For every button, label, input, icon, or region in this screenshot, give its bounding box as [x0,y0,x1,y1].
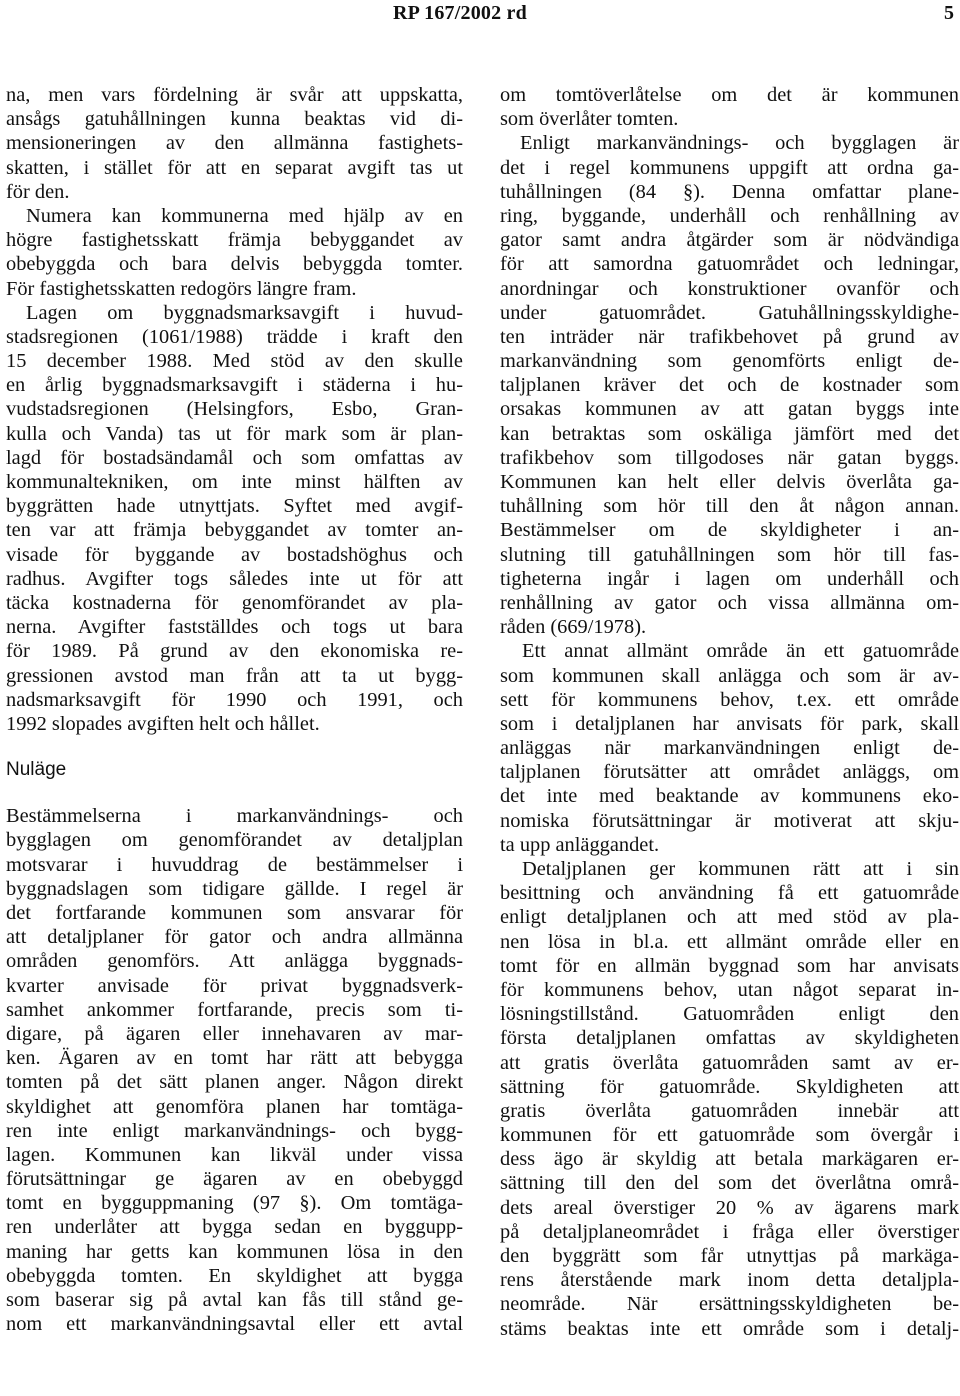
text-line: skatten, i stället för att en separat avgift tas ut [6,156,463,179]
text-line: ken. Ägaren av en tomt har rätt att bebygga [6,1047,463,1070]
text-line: sett för kommunens behov, t.ex. ett område [500,688,959,711]
text-line: för att samordna gatuområdet och ledningar, [500,253,959,276]
paragraph [500,639,959,857]
text-line: lagen. Kommunen kan likväl under vissa [6,1143,463,1166]
text-line: det fortfarande kommunen som ansvarar för [6,902,463,924]
text-line: na, men vars fördelning är svår att uppskatta, [6,84,463,106]
text-line: nadsmarksavgift för 1990 och 1991, och [6,688,463,711]
text-line: kulla och Vanda) tas ut för mark som är plan- [6,422,463,445]
text-line: 15 december 1988. Med stöd av den skulle [6,350,463,373]
text-line: lösningstillstånd. Gatuområden enligt den [500,1003,959,1026]
text-line: nomiska förutsättningar är motiverat att skju- [500,809,959,832]
text-line: Bestämmelserna i markanvändnings- och [6,805,463,828]
text-line: trafikbehov som tillgodoses när gatan byggs. [500,446,959,469]
text-line: ten inträder när trafikbehovet på grund av [500,325,959,348]
text-line: Bestämmelser om de skyldigheter i an- [500,519,959,542]
text-line: Enligt markanvändnings- och bygglagen är [520,132,959,155]
text-line: tomt en bygguppmaning (97 §). Om tomtäga- [6,1192,463,1215]
paragraph [500,131,959,639]
text-line: en årlig byggnadsmarksavgift i städerna i hu- [6,374,463,397]
document-reference: RP 167/2002 rd [393,2,527,24]
text-line: obebyggda tomten. En skyldighet att bygga [6,1264,463,1287]
text-line: Kommunen kan helt eller delvis överlåta ga- [500,471,959,493]
paragraph [6,83,463,204]
text-line: som överlåter tomten. [500,108,679,131]
text-line: stäms beaktas inte ett område som i detalj- [500,1317,959,1340]
text-line: som baserar sig på avtal kan fås till stånd ge- [6,1289,463,1311]
text-line: slutning till gatuhållningen som hör till fas- [500,543,959,566]
text-line: bygglagen om genomförandet av detaljplan [6,829,463,852]
text-line: obebyggda och bara delvis bebyggda tomter. [6,253,463,276]
text-line: byggrätten hade utnyttjats. Syftet med avgif- [6,495,463,518]
text-line: ten var att främja bebyggandet av tomter an- [6,519,463,542]
right-column [500,83,959,1341]
text-line: radhus. Avgifter togs således inte ut för att [6,567,463,590]
paragraph [500,857,959,1341]
text-line: taljplanen kräver det och de kostnader som [500,374,959,397]
text-line: Lagen om byggnadsmarksavgift i huvud- [26,301,463,324]
text-line: att detaljplaner för gator och andra allmänna [6,926,463,949]
text-line: taljplanen förutsätter att området anläggs, om [500,761,959,784]
text-line: på detaljplaneområdet i fråga eller överstiger [500,1220,959,1243]
text-line: besittning och användning få ett gatuområde [500,882,959,905]
text-line: digare, på ägaren eller innehavaren av mar- [6,1022,463,1045]
text-line: anordningar och konstruktioner ovanför och [500,277,959,300]
text-line: samhet ankommer fortfarande, precis som ti- [6,998,463,1021]
text-line: ansågs gatuhållningen kunna beaktas vid di- [6,108,463,131]
text-line: för 1989. På grund av den ekonomiska re- [6,640,463,663]
text-line: gressionen avstod man från att ta ut bygg- [6,664,463,687]
text-line: sättning för gatuområde. Skyldigheten att [500,1075,959,1098]
text-line: det inte med beaktande av kommunens eko- [500,785,959,808]
text-line: förutsättningar ge ägaren av en obebyggd [6,1168,463,1191]
text-line: det i regel kommunens uppgift att ordna ga- [500,156,959,179]
text-line: den byggrätt som får utnyttjas på markäga- [500,1245,959,1267]
text-line: sättning till den del som det överlåtna områ- [500,1172,959,1195]
text-line: dess ägo är skyldig att betala markägaren er- [500,1148,959,1171]
text-line: ta upp anläggandet. [500,833,660,856]
page-header [0,0,960,26]
text-line: kan betraktas som oskäliga jämfört med det [500,422,959,445]
text-line: tigheterna ingår i lagen om underhåll och [500,567,959,590]
text-line: rens återstående mark inom detta detaljpla- [500,1269,959,1292]
text-line: För fastighetsskatten redogörs längre fram. [6,277,357,300]
text-line: ren inte enligt markanvändnings- och bygg- [6,1119,463,1142]
text-line: gator samt andra åtgärder som är nödvändiga [500,229,959,252]
text-line: ring, byggande, underhåll och renhållning av [500,204,959,227]
text-line: tuhållning som hör till den åt någon annan. [500,495,959,518]
text-line: Numera kan kommunerna med hjälp av en [26,204,463,227]
text-line: vudstadsregionen (Helsingfors, Esbo, Gran- [6,398,463,421]
text-line: stadsregionen (1061/1988) trädde i kraft den [6,325,463,348]
text-line: 1992 slopades avgiften helt och hållet. [6,712,320,735]
text-line: renhållning av gator och vissa allmänna om- [500,591,959,614]
text-line: Detaljplanen ger kommunen rätt att i sin [522,858,959,880]
text-line: nen lösa in bl.a. ett allmänt område eller en [500,930,959,953]
text-line: att gratis överlåta gatuområden samt av er- [500,1051,959,1074]
text-line: om tomtöverlåtelse om det är kommunen [500,84,959,106]
text-line: anläggas när markanvändningen enligt de- [500,737,959,760]
text-line: gratis överlåta gatuområden innebär att [500,1099,959,1122]
text-line: tuhållningen (84 §). Denna omfattar plane- [500,180,959,203]
text-line: för den. [6,180,70,203]
paragraph [6,204,463,301]
text-line: dets areal överstiger 20 % av ägarens mark [500,1196,959,1219]
left-column [6,83,463,1336]
text-line: kommunen för ett gatuområde som övergår i [500,1124,959,1147]
text-line: högre fastighetsskatt främja bebyggandet av [6,229,463,252]
text-line: markanvändning som genomförts enligt de- [500,350,959,373]
text-line: för kommunens behov, utan något separat in- [500,978,959,1001]
text-line: mensioneringen av den allmänna fastighets- [6,132,463,155]
text-line: första detaljplanen omfattas av skyldigheten [500,1027,959,1050]
text-line: skyldighet att genomföra planen har tomtäga- [6,1095,463,1118]
page-number: 5 [944,2,954,24]
text-line: Ett annat allmänt område än ett gatuområde [522,640,959,663]
text-line: byggnadslagen som tidigare gällde. I regel är [6,877,463,900]
paragraph [500,83,959,131]
text-line: under gatuområdet. Gatuhållningsskyldighe- [500,301,959,324]
text-line: nerna. Avgifter fastställdes och togs ut bara [6,616,463,639]
text-line: lagd för bostadsändamål och som omfattas av [6,446,463,469]
text-line: täcka kostnaderna för genomförandet av pla- [6,591,463,614]
text-line: tomt för en allmän byggnad som har anvisats [500,954,959,977]
paragraph [6,804,463,1336]
text-line: kommunaltekniken, om inte minst hälften av [6,471,463,493]
text-line: orsakas kommunen av att gatan byggs inte [500,398,959,421]
text-line: maning har getts kan kommunen lösa in den [6,1240,463,1263]
text-line: som i detaljplanen har anvisats för park, skall [500,712,959,735]
text-line: områden genomförs. Att anlägga byggnads- [6,950,463,973]
text-line: råden (669/1978). [500,616,647,639]
text-line: enligt detaljplanen och att med stöd av pla- [500,906,959,929]
paragraph [6,301,463,736]
section-heading: Nuläge [6,759,67,781]
text-line: ren underlåter att bygga sedan en byggupp- [6,1216,463,1239]
text-line: visade för byggande av bostadshöghus och [6,543,463,566]
text-line: nom ett markanvändningsavtal eller ett avtal [6,1313,463,1336]
text-line: tomten på det sätt planen anger. Någon direkt [6,1071,463,1094]
text-line: neområde. När ersättningsskyldigheten be- [500,1293,959,1316]
text-line: motsvarar i huvuddrag de bestämmelser i [6,853,463,876]
text-line: kvarter anvisade för privat byggnadsverk- [6,974,463,997]
text-line: som kommunen skall anlägga och som är av- [500,664,959,687]
